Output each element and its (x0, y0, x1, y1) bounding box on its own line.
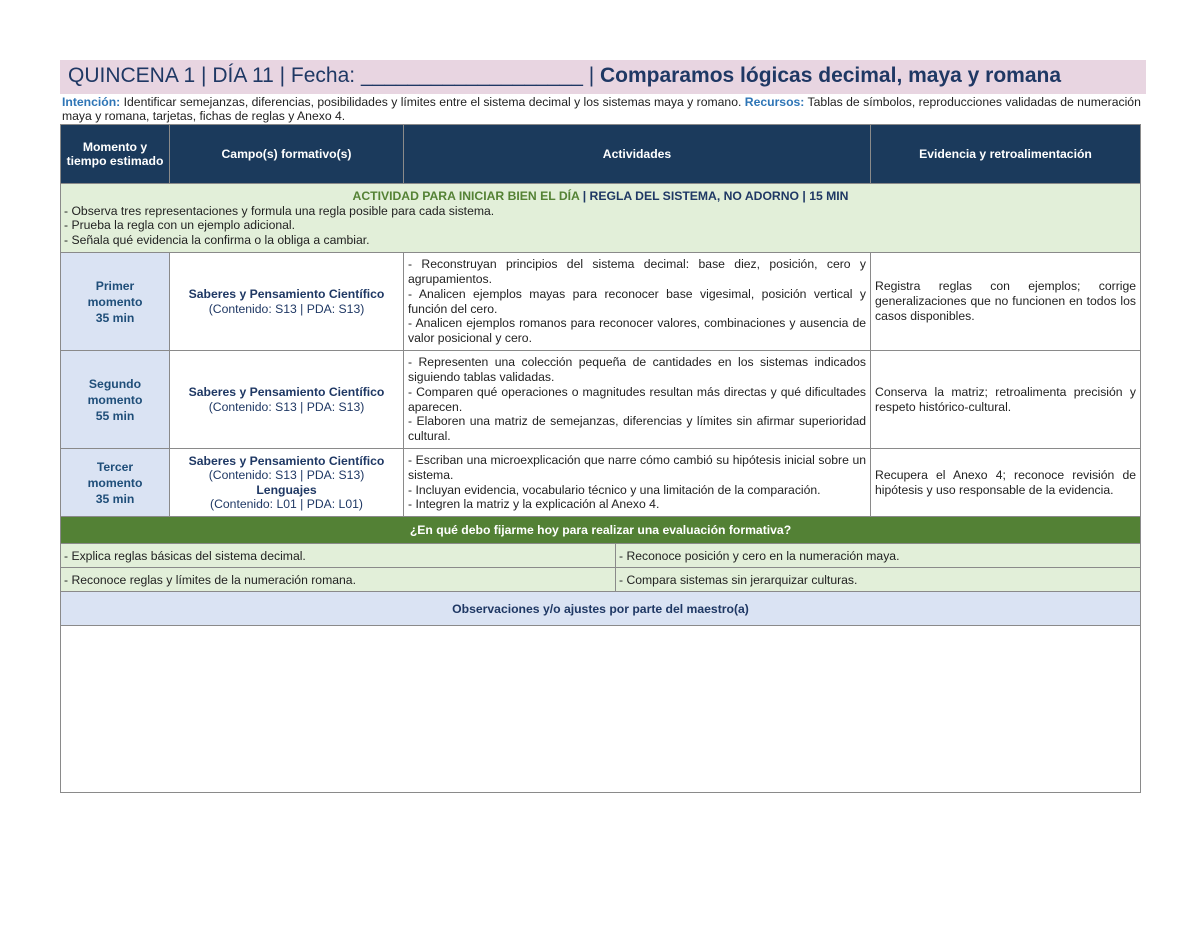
moment-label-line: momento (87, 475, 143, 490)
field-name: Saberes y Pensamiento Científico (188, 453, 385, 468)
resources-text: Tablas de símbolos, reproducciones validadas de numeración maya y romana, tarjetas, fichas de reglas y Anexo 4. (62, 95, 1141, 123)
observations-header-row (61, 592, 1141, 626)
moment-label-line: Primer (95, 278, 135, 293)
moment-row-2 (61, 351, 1141, 449)
activity-item: - Elaboren una matriz de semejanzas, diferencias y límites sin afirmar superioridad cultural. (408, 414, 867, 444)
field-cell (170, 351, 404, 449)
moment-time: 35 min (95, 491, 135, 506)
criterion-item: - Compara sistemas sin jerarquizar culturas. (616, 568, 1141, 592)
start-activity-row (61, 184, 1141, 253)
activity-item: - Incluyan evidencia, vocabulario técnico y una limitación de la comparación. (408, 482, 821, 497)
header-evidence: Evidencia y retroalimentación (871, 125, 1141, 184)
observations-body-row (61, 626, 1141, 793)
moment-label (61, 351, 170, 449)
evidence-cell: Recupera el Anexo 4; reconoce revisión de hipótesis y uso responsable de la evidencia. (871, 449, 1141, 517)
intent-label: Intención: (62, 95, 121, 109)
field-name: Saberes y Pensamiento Científico (188, 385, 385, 399)
moment-time: 35 min (95, 310, 135, 325)
start-activity-title-green: ACTIVIDAD PARA INICIAR BIEN EL DÍA (352, 189, 580, 203)
evaluation-header: ¿En qué debo fijarme hoy para realizar una evaluación formativa? (61, 517, 1141, 544)
resources-label: Recursos: (744, 95, 805, 109)
moment-label-line: Segundo (88, 376, 142, 391)
moment-row-1 (61, 253, 1141, 351)
observations-area[interactable] (61, 626, 1141, 793)
start-activity-line: - Observa tres representaciones y formula una regla posible para cada sistema. (64, 203, 495, 218)
activity-item: - Analicen ejemplos romanos para reconocer valores, combinaciones y ausencia de valor posicional y cero. (408, 316, 867, 346)
activity-item: - Representen una colección pequeña de cantidades en los sistemas indicados siguiendo tablas validadas. (408, 355, 867, 384)
title-topic: Comparamos lógicas decimal, maya y romana (594, 64, 1062, 87)
moment-label-line: momento (87, 294, 143, 309)
start-activity-line: - Señala qué evidencia la confirma o la obliga a cambiar. (64, 232, 370, 247)
moment-label (61, 449, 170, 517)
start-activity-line: - Prueba la regla con un ejemplo adicional. (64, 218, 296, 232)
evidence-cell: Conserva la matriz; retroalimenta precisión y respeto histórico-cultural. (871, 351, 1141, 449)
activity-item: - Comparen qué operaciones o magnitudes resultan más directas y qué dificultades aparecen. (408, 384, 867, 414)
moment-time: 55 min (95, 408, 135, 423)
activity-item: - Escriban una microexplicación que narre cómo cambió su hipótesis inicial sobre un sistema. (408, 452, 867, 482)
field-content: (Contenido: S13 | PDA: S13) (208, 468, 365, 482)
field-content: (Contenido: S13 | PDA: S13) (208, 301, 365, 316)
moment-label (61, 253, 170, 351)
lesson-plan-page (60, 60, 1146, 793)
intro-paragraph (60, 95, 1146, 123)
activity-item: - Integren la matriz y la explicación al Anexo 4. (408, 497, 660, 512)
criteria-row (61, 544, 1141, 568)
plan-table (60, 124, 1141, 793)
header-activities: Actividades (404, 125, 871, 184)
activities-cell (404, 351, 871, 449)
intent-text: Identificar semejanzas, diferencias, posibilidades y límites entre el sistema decimal y los sistemas maya y romano. (120, 95, 745, 109)
criterion-item: - Explica reglas básicas del sistema decimal. (61, 544, 616, 568)
page-title (60, 60, 1146, 94)
header-moment: Momento y tiempo estimado (61, 125, 170, 184)
evidence-cell: Registra reglas con ejemplos; corrige generalizaciones que no funcionen en todos los casos disponibles. (871, 253, 1141, 351)
start-activity-title (64, 189, 1137, 204)
activity-item: - Analicen ejemplos mayas para reconocer base vigesimal, posición vertical y función del cero. (408, 286, 867, 316)
criterion-item: - Reconoce reglas y límites de la numeración romana. (61, 568, 616, 592)
activity-item: - Reconstruyan principios del sistema decimal: base diez, posición, cero y agrupamientos. (408, 257, 867, 286)
title-prefix: QUINCENA 1 | DÍA 11 | Fecha: ___________________ | (68, 64, 595, 87)
moment-label-line: Tercer (96, 459, 134, 474)
field-content: (Contenido: S13 | PDA: S13) (208, 399, 365, 414)
moment-label-line: momento (87, 392, 143, 407)
header-field: Campo(s) formativo(s) (170, 125, 404, 184)
field-content-2: (Contenido: L01 | PDA: L01) (210, 497, 363, 511)
start-activity (61, 184, 1141, 253)
field-name: Saberes y Pensamiento Científico (188, 287, 385, 301)
field-cell (170, 449, 404, 517)
criteria-row (61, 568, 1141, 592)
moment-row-3 (61, 449, 1141, 517)
start-activity-title-rest: | REGLA DEL SISTEMA, NO ADORNO | 15 MIN (579, 189, 849, 203)
table-header-row (61, 125, 1141, 184)
criterion-item: - Reconoce posición y cero en la numeración maya. (616, 544, 1141, 568)
field-cell (170, 253, 404, 351)
evaluation-header-row (61, 517, 1141, 544)
activities-cell (404, 449, 871, 517)
activities-cell (404, 253, 871, 351)
observations-header: Observaciones y/o ajustes por parte del maestro(a) (61, 592, 1141, 626)
field-name-2: Lenguajes (256, 482, 317, 497)
